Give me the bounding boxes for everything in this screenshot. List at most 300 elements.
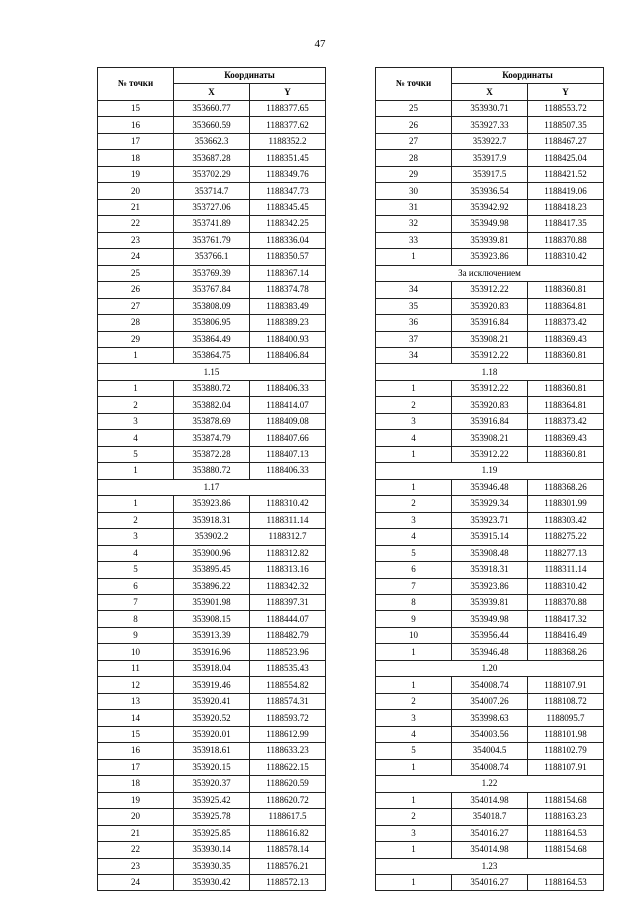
table-row: [376, 726, 604, 742]
table-body-left: [98, 100, 326, 891]
coordinates-header: Координаты: [174, 68, 326, 84]
table-row: [98, 792, 326, 808]
x-coordinate-cell: 353920.01: [174, 726, 250, 742]
y-coordinate-cell: 1188507.35: [528, 117, 604, 133]
x-coordinate-cell: 353923.86: [174, 496, 250, 512]
y-coordinate-cell: 1188311.14: [250, 512, 326, 528]
point-number-cell: 13: [98, 693, 174, 709]
table-row: [98, 463, 326, 479]
x-coordinate-cell: 353761.79: [174, 232, 250, 248]
y-coordinate-cell: 1188406.33: [250, 380, 326, 396]
table-row: [376, 710, 604, 726]
table-row: [376, 282, 604, 298]
x-coordinate-cell: 353660.77: [174, 100, 250, 116]
y-coordinate-cell: 1188370.88: [528, 595, 604, 611]
table-row: [376, 430, 604, 446]
point-number-cell: 2: [98, 397, 174, 413]
table-row: [98, 858, 326, 874]
section-row: [376, 776, 604, 792]
y-coordinate-cell: 1188373.42: [528, 413, 604, 429]
point-number-cell: 25: [376, 100, 452, 116]
table-row: [98, 562, 326, 578]
y-coordinate-cell: 1188107.91: [528, 677, 604, 693]
point-number-cell: 2: [376, 809, 452, 825]
table-row: [376, 117, 604, 133]
point-number-cell: 3: [376, 710, 452, 726]
y-coordinate-cell: 1188417.32: [528, 611, 604, 627]
x-coordinate-cell: 354014.98: [452, 842, 528, 858]
y-coordinate-cell: 1188352.2: [250, 133, 326, 149]
x-coordinate-cell: 353687.28: [174, 150, 250, 166]
x-coordinate-cell: 353920.15: [174, 759, 250, 775]
point-number-cell: 26: [98, 282, 174, 298]
table-row: [376, 249, 604, 265]
table-row: [376, 562, 604, 578]
y-coordinate-cell: 1188370.88: [528, 232, 604, 248]
point-number-cell: 1: [376, 644, 452, 660]
y-coordinate-cell: 1188414.07: [250, 397, 326, 413]
y-coordinate-cell: 1188311.14: [528, 562, 604, 578]
x-coordinate-cell: 353923.86: [452, 249, 528, 265]
point-number-cell: 18: [98, 150, 174, 166]
x-coordinate-cell: 353956.44: [452, 627, 528, 643]
table-row: [98, 347, 326, 363]
table-row: [376, 413, 604, 429]
point-number-cell: 34: [376, 282, 452, 298]
table-row: [98, 660, 326, 676]
point-number-cell: 21: [98, 199, 174, 215]
x-coordinate-cell: 353872.28: [174, 446, 250, 462]
point-number-cell: 10: [98, 644, 174, 660]
y-coordinate-cell: 1188095.7: [528, 710, 604, 726]
table-row: [376, 825, 604, 841]
point-number-cell: 28: [376, 150, 452, 166]
y-coordinate-cell: 1188342.25: [250, 216, 326, 232]
table-row: [98, 693, 326, 709]
y-coordinate-cell: 1188164.53: [528, 825, 604, 841]
x-header: X: [452, 84, 528, 100]
point-number-cell: 24: [98, 874, 174, 890]
point-number-cell: 26: [376, 117, 452, 133]
table-row: [98, 743, 326, 759]
y-coordinate-cell: 1188633.23: [250, 743, 326, 759]
point-number-cell: 37: [376, 331, 452, 347]
y-coordinate-cell: 1188407.66: [250, 430, 326, 446]
point-number-cell: 1: [376, 677, 452, 693]
y-coordinate-cell: 1188418.23: [528, 199, 604, 215]
point-number-cell: 17: [98, 133, 174, 149]
y-coordinate-cell: 1188425.04: [528, 150, 604, 166]
table-row: [376, 315, 604, 331]
y-coordinate-cell: 1188467.27: [528, 133, 604, 149]
section-row: [376, 463, 604, 479]
x-coordinate-cell: 353908.21: [452, 331, 528, 347]
y-coordinate-cell: 1188409.08: [250, 413, 326, 429]
point-number-cell: 7: [98, 595, 174, 611]
point-number-cell: 1: [376, 759, 452, 775]
table-row: [376, 512, 604, 528]
table-row: [376, 759, 604, 775]
y-coordinate-cell: 1188347.73: [250, 183, 326, 199]
y-coordinate-cell: 1188336.04: [250, 232, 326, 248]
table-row: [98, 380, 326, 396]
table-row: [98, 611, 326, 627]
point-number-cell: 5: [98, 562, 174, 578]
y-coordinate-cell: 1188107.91: [528, 759, 604, 775]
y-coordinate-cell: 1188345.45: [250, 199, 326, 215]
table-row: [98, 315, 326, 331]
y-coordinate-cell: 1188310.42: [528, 249, 604, 265]
x-coordinate-cell: 353880.72: [174, 463, 250, 479]
section-label: 1.17: [98, 479, 326, 495]
table-row: [98, 100, 326, 116]
table-row: [376, 693, 604, 709]
point-number-cell: 2: [376, 397, 452, 413]
point-number-cell: 1: [98, 496, 174, 512]
point-number-cell: 9: [376, 611, 452, 627]
table-row: [376, 347, 604, 363]
x-coordinate-cell: 353917.9: [452, 150, 528, 166]
point-number-cell: 1: [376, 874, 452, 890]
point-number-cell: 6: [98, 578, 174, 594]
x-coordinate-cell: 353882.04: [174, 397, 250, 413]
table-row: [98, 331, 326, 347]
point-number-cell: 32: [376, 216, 452, 232]
table-row: [376, 183, 604, 199]
table-row: [98, 298, 326, 314]
x-coordinate-cell: 353702.29: [174, 166, 250, 182]
point-number-header: № точки: [376, 68, 452, 101]
y-coordinate-cell: 1188416.49: [528, 627, 604, 643]
point-number-cell: 16: [98, 117, 174, 133]
x-coordinate-cell: 354016.27: [452, 874, 528, 890]
point-number-cell: 1: [98, 463, 174, 479]
x-coordinate-cell: 354003.56: [452, 726, 528, 742]
y-coordinate-cell: 1188535.43: [250, 660, 326, 676]
coordinates-header: Координаты: [452, 68, 604, 84]
x-coordinate-cell: 354007.26: [452, 693, 528, 709]
section-row: [376, 858, 604, 874]
x-coordinate-cell: 353912.22: [452, 446, 528, 462]
x-coordinate-cell: 353925.85: [174, 825, 250, 841]
table-row: [98, 413, 326, 429]
table-row: [98, 595, 326, 611]
point-number-cell: 34: [376, 347, 452, 363]
table-row: [376, 298, 604, 314]
y-coordinate-cell: 1188364.81: [528, 397, 604, 413]
table-row: [98, 776, 326, 792]
table-body-right: [376, 100, 604, 891]
y-coordinate-cell: 1188101.98: [528, 726, 604, 742]
table-row: [98, 282, 326, 298]
point-number-cell: 25: [98, 265, 174, 281]
section-label: 1.22: [376, 776, 604, 792]
y-coordinate-cell: 1188593.72: [250, 710, 326, 726]
x-coordinate-cell: 353939.81: [452, 595, 528, 611]
x-coordinate-cell: 354004.5: [452, 743, 528, 759]
point-number-cell: 5: [98, 446, 174, 462]
y-coordinate-cell: 1188397.31: [250, 595, 326, 611]
x-coordinate-cell: 353942.92: [452, 199, 528, 215]
x-coordinate-cell: 353923.71: [452, 512, 528, 528]
point-number-cell: 35: [376, 298, 452, 314]
table-row: [376, 677, 604, 693]
y-coordinate-cell: 1188383.49: [250, 298, 326, 314]
point-number-cell: 4: [98, 545, 174, 561]
point-number-cell: 20: [98, 183, 174, 199]
table-row: [98, 183, 326, 199]
table-row: [98, 133, 326, 149]
point-number-cell: 22: [98, 216, 174, 232]
x-coordinate-cell: 353874.79: [174, 430, 250, 446]
table-row: [98, 265, 326, 281]
y-header: Y: [528, 84, 604, 100]
point-number-cell: 4: [376, 726, 452, 742]
x-coordinate-cell: 353878.69: [174, 413, 250, 429]
point-number-cell: 1: [376, 479, 452, 495]
y-coordinate-cell: 1188620.59: [250, 776, 326, 792]
y-coordinate-cell: 1188368.26: [528, 644, 604, 660]
x-coordinate-cell: 353741.89: [174, 216, 250, 232]
point-number-cell: 18: [98, 776, 174, 792]
x-coordinate-cell: 353912.22: [452, 347, 528, 363]
y-coordinate-cell: 1188154.68: [528, 842, 604, 858]
y-header: Y: [250, 84, 326, 100]
y-coordinate-cell: 1188342.32: [250, 578, 326, 594]
point-number-cell: 3: [376, 825, 452, 841]
y-coordinate-cell: 1188163.23: [528, 809, 604, 825]
section-label: 1.18: [376, 364, 604, 380]
point-number-cell: 6: [376, 562, 452, 578]
section-label: За исключением: [376, 265, 604, 281]
point-number-cell: 21: [98, 825, 174, 841]
point-number-cell: 16: [98, 743, 174, 759]
y-coordinate-cell: 1188554.82: [250, 677, 326, 693]
point-number-cell: 1: [98, 347, 174, 363]
section-label: 1.15: [98, 364, 326, 380]
y-coordinate-cell: 1188406.84: [250, 347, 326, 363]
table-row: [98, 249, 326, 265]
point-number-cell: 14: [98, 710, 174, 726]
point-number-cell: 27: [376, 133, 452, 149]
table-row: [98, 512, 326, 528]
x-coordinate-cell: 353918.61: [174, 743, 250, 759]
point-number-cell: 8: [376, 595, 452, 611]
table-row: [376, 232, 604, 248]
table-row: [376, 397, 604, 413]
x-coordinate-cell: 354018.7: [452, 809, 528, 825]
y-coordinate-cell: 1188400.93: [250, 331, 326, 347]
y-coordinate-cell: 1188574.31: [250, 693, 326, 709]
y-coordinate-cell: 1188351.45: [250, 150, 326, 166]
x-coordinate-cell: 353949.98: [452, 216, 528, 232]
x-coordinate-cell: 353920.83: [452, 298, 528, 314]
y-coordinate-cell: 1188369.43: [528, 331, 604, 347]
x-coordinate-cell: 353714.7: [174, 183, 250, 199]
table-row: [98, 759, 326, 775]
x-coordinate-cell: 353916.84: [452, 315, 528, 331]
section-row: [376, 364, 604, 380]
point-number-cell: 1: [376, 249, 452, 265]
x-coordinate-cell: 353915.14: [452, 529, 528, 545]
x-coordinate-cell: 353949.98: [452, 611, 528, 627]
table-row: [98, 874, 326, 890]
x-coordinate-cell: 353946.48: [452, 479, 528, 495]
x-coordinate-cell: 353908.48: [452, 545, 528, 561]
point-number-cell: 28: [98, 315, 174, 331]
table-row: [98, 199, 326, 215]
point-number-cell: 33: [376, 232, 452, 248]
point-number-cell: 3: [98, 413, 174, 429]
point-number-cell: 2: [376, 693, 452, 709]
point-number-cell: 3: [98, 529, 174, 545]
table-row: [98, 677, 326, 693]
x-coordinate-cell: 353920.52: [174, 710, 250, 726]
y-coordinate-cell: 1188301.99: [528, 496, 604, 512]
x-coordinate-cell: 353912.22: [452, 282, 528, 298]
table-row: [376, 166, 604, 182]
x-coordinate-cell: 353769.39: [174, 265, 250, 281]
y-coordinate-cell: 1188373.42: [528, 315, 604, 331]
coordinates-table-right: [375, 67, 604, 891]
x-coordinate-cell: 353896.22: [174, 578, 250, 594]
section-row: [98, 364, 326, 380]
table-row: [376, 627, 604, 643]
point-number-cell: 17: [98, 759, 174, 775]
x-coordinate-cell: 353929.34: [452, 496, 528, 512]
x-coordinate-cell: 353936.54: [452, 183, 528, 199]
point-number-cell: 23: [98, 858, 174, 874]
x-coordinate-cell: 353920.37: [174, 776, 250, 792]
x-coordinate-cell: 353920.83: [452, 397, 528, 413]
x-coordinate-cell: 353662.3: [174, 133, 250, 149]
point-number-cell: 24: [98, 249, 174, 265]
point-number-cell: 20: [98, 809, 174, 825]
section-row: [98, 479, 326, 495]
point-number-cell: 2: [376, 496, 452, 512]
table-row: [376, 595, 604, 611]
y-coordinate-cell: 1188275.22: [528, 529, 604, 545]
x-coordinate-cell: 353998.63: [452, 710, 528, 726]
point-number-cell: 1: [376, 380, 452, 396]
x-coordinate-cell: 353895.45: [174, 562, 250, 578]
x-coordinate-cell: 353925.78: [174, 809, 250, 825]
table-row: [98, 825, 326, 841]
table-row: [98, 232, 326, 248]
point-number-cell: 1: [376, 842, 452, 858]
point-number-cell: 1: [376, 446, 452, 462]
y-coordinate-cell: 1188350.57: [250, 249, 326, 265]
point-number-cell: 29: [98, 331, 174, 347]
y-coordinate-cell: 1188444.07: [250, 611, 326, 627]
section-row: [376, 265, 604, 281]
x-header: X: [174, 84, 250, 100]
point-number-cell: 9: [98, 627, 174, 643]
x-coordinate-cell: 353930.35: [174, 858, 250, 874]
table-row: [98, 726, 326, 742]
table-row: [376, 809, 604, 825]
x-coordinate-cell: 354008.74: [452, 759, 528, 775]
x-coordinate-cell: 353767.84: [174, 282, 250, 298]
x-coordinate-cell: 353908.21: [452, 430, 528, 446]
y-coordinate-cell: 1188368.26: [528, 479, 604, 495]
table-row: [98, 842, 326, 858]
table-row: [98, 117, 326, 133]
y-coordinate-cell: 1188417.35: [528, 216, 604, 232]
point-number-header: № точки: [98, 68, 174, 101]
point-number-cell: 5: [376, 743, 452, 759]
table-row: [376, 578, 604, 594]
y-coordinate-cell: 1188277.13: [528, 545, 604, 561]
x-coordinate-cell: 353930.42: [174, 874, 250, 890]
y-coordinate-cell: 1188102.79: [528, 743, 604, 759]
x-coordinate-cell: 353660.59: [174, 117, 250, 133]
point-number-cell: 3: [376, 512, 452, 528]
x-coordinate-cell: 353927.33: [452, 117, 528, 133]
x-coordinate-cell: 353727.06: [174, 199, 250, 215]
y-coordinate-cell: 1188364.81: [528, 298, 604, 314]
point-number-cell: 3: [376, 413, 452, 429]
point-number-cell: 4: [98, 430, 174, 446]
x-coordinate-cell: 353916.84: [452, 413, 528, 429]
y-coordinate-cell: 1188421.52: [528, 166, 604, 182]
y-coordinate-cell: 1188313.16: [250, 562, 326, 578]
table-row: [98, 627, 326, 643]
x-coordinate-cell: 353908.15: [174, 611, 250, 627]
x-coordinate-cell: 353930.14: [174, 842, 250, 858]
x-coordinate-cell: 353864.75: [174, 347, 250, 363]
y-coordinate-cell: 1188407.13: [250, 446, 326, 462]
point-number-cell: 31: [376, 199, 452, 215]
y-coordinate-cell: 1188578.14: [250, 842, 326, 858]
x-coordinate-cell: 353766.1: [174, 249, 250, 265]
y-coordinate-cell: 1188377.65: [250, 100, 326, 116]
table-row: [376, 133, 604, 149]
point-number-cell: 7: [376, 578, 452, 594]
point-number-cell: 30: [376, 183, 452, 199]
point-number-cell: 11: [98, 660, 174, 676]
y-coordinate-cell: 1188154.68: [528, 792, 604, 808]
table-row: [98, 545, 326, 561]
y-coordinate-cell: 1188108.72: [528, 693, 604, 709]
point-number-cell: 36: [376, 315, 452, 331]
point-number-cell: 19: [98, 792, 174, 808]
x-coordinate-cell: 353900.96: [174, 545, 250, 561]
point-number-cell: 2: [98, 512, 174, 528]
y-coordinate-cell: 1188523.96: [250, 644, 326, 660]
table-row: [376, 380, 604, 396]
table-row: [376, 479, 604, 495]
x-coordinate-cell: 353808.09: [174, 298, 250, 314]
x-coordinate-cell: 353920.41: [174, 693, 250, 709]
y-coordinate-cell: 1188360.81: [528, 347, 604, 363]
y-coordinate-cell: 1188617.5: [250, 809, 326, 825]
table-row: [98, 529, 326, 545]
x-coordinate-cell: 353925.42: [174, 792, 250, 808]
x-coordinate-cell: 353880.72: [174, 380, 250, 396]
y-coordinate-cell: 1188310.42: [250, 496, 326, 512]
y-coordinate-cell: 1188367.14: [250, 265, 326, 281]
table-row: [376, 199, 604, 215]
x-coordinate-cell: 353930.71: [452, 100, 528, 116]
y-coordinate-cell: 1188374.78: [250, 282, 326, 298]
table-row: [376, 611, 604, 627]
point-number-cell: 15: [98, 100, 174, 116]
table-row: [376, 644, 604, 660]
y-coordinate-cell: 1188164.53: [528, 874, 604, 890]
table-row: [98, 809, 326, 825]
section-label: 1.23: [376, 858, 604, 874]
